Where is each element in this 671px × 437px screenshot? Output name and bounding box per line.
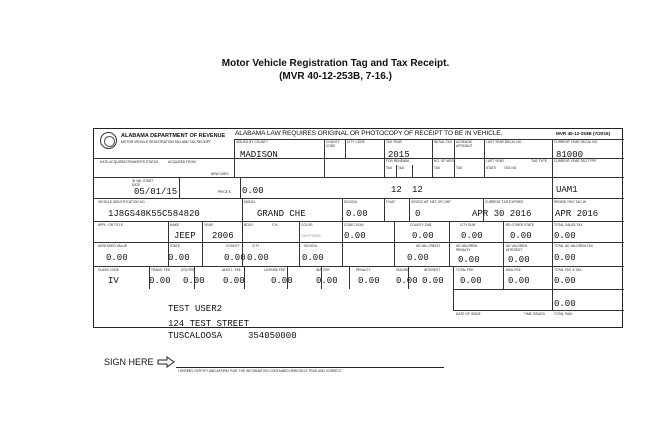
issuing-county-value: MADISON xyxy=(240,150,278,160)
penalty-value: 0.00 xyxy=(358,276,380,286)
gross-wt-value: 0 xyxy=(415,209,421,219)
label-total-sales-tax: TOTAL SALES TAX xyxy=(554,223,583,227)
label-current-year-decal: CURRENT YEAR DECAL NO. xyxy=(554,140,599,144)
label-cyl: CYL xyxy=(272,223,279,227)
label-ins-fee: INS. FEE xyxy=(316,268,330,272)
label-total-ad-val: TOTAL AD VALOREM TAX xyxy=(554,244,594,248)
total-fee-value: 0.00 xyxy=(460,276,482,286)
label-license-fee: LICENSE FEE xyxy=(264,268,286,272)
price-value: 0.00 xyxy=(242,186,264,196)
label-transfer-fee: TRANS. FEE xyxy=(151,268,171,272)
ins-fee-value: 0.00 xyxy=(316,276,338,286)
label-tax-year: TAX YEAR xyxy=(386,140,402,144)
owner-zip: 354050000 xyxy=(248,331,297,341)
label-body: BODY xyxy=(244,223,254,227)
label-assessed-value: ASSESSED VALUE xyxy=(98,244,127,248)
interest-value: 0.00 xyxy=(422,276,444,286)
owner-name: TEST USER2 xyxy=(168,304,223,314)
label-year: YEAR xyxy=(204,223,213,227)
label-tag: TAG xyxy=(398,166,405,170)
label-tax-2: TAX xyxy=(434,166,441,170)
label-tax: TAX xyxy=(386,166,393,170)
vin-value: 1J8GS48K55C584820 xyxy=(108,209,200,219)
label-last-year: LAST YEAR xyxy=(486,159,504,163)
label-ad-val-credit: AD VAL CREDIT xyxy=(416,244,441,248)
model-value: GRAND CHE xyxy=(257,209,306,219)
label-state: STATE xyxy=(486,166,497,170)
city-sub-value: 0.00 xyxy=(461,231,483,241)
state-tax-value: 0.00 xyxy=(168,253,190,263)
color-value: SAPPHIRE xyxy=(301,233,322,238)
label-color: COLOR xyxy=(301,223,313,227)
tag-expires-value: APR 30 2016 xyxy=(472,209,532,219)
label-addl-fee: ADDTL. FEE xyxy=(222,268,241,272)
signature-line[interactable] xyxy=(176,367,444,368)
ad-val-interest-value: 0.00 xyxy=(508,255,530,265)
label-time-issued: TIME ISSUED xyxy=(524,312,545,316)
label-issued-by-county: ISSUED BY COUNTY xyxy=(236,140,269,144)
label-county-code: COUNTY CODE xyxy=(326,140,340,148)
total-fee-tax-value: 0.00 xyxy=(554,276,576,286)
label-renew-tag: RENEW THIS TAG IN xyxy=(554,200,587,204)
label-total-fee-tax: TOTAL FEE & TAX xyxy=(554,268,582,272)
year-value: 2006 xyxy=(212,231,234,241)
mos-tax-value: 12 xyxy=(391,185,402,195)
class-code-value: IV xyxy=(108,276,119,286)
label-city-code: CITY CODE xyxy=(347,140,365,144)
label-school-tax: SCHOOL xyxy=(304,244,318,248)
label-ad-val-interest: AD VALOREM INTEREST xyxy=(506,244,528,252)
renew-tag-value: APR 2016 xyxy=(555,209,599,219)
dept-subtitle: MOTOR VEHICLE REGISTRATION TAG AND TAX RECEIPT xyxy=(121,140,211,144)
tag-type-value: UAM1 xyxy=(556,185,578,195)
label-date-acquired: DATE ACQUIRED/TRANSFER STATUS xyxy=(100,160,159,164)
arrow-right-icon xyxy=(157,356,175,368)
current-decal-value: 81000 xyxy=(556,150,584,160)
transfer-fee-value: 0.00 xyxy=(149,276,171,286)
total-sales-tax-value: 0.00 xyxy=(554,231,576,241)
mos-tag-value: 12 xyxy=(412,185,423,195)
receipt-form xyxy=(93,128,623,328)
label-class-code: CLASS CODE xyxy=(98,268,120,272)
label-ato-fee: ATO FEE xyxy=(181,268,195,272)
rd-other-state-value: 0.00 xyxy=(510,231,532,241)
label-tag-no: TAG NO. xyxy=(504,166,518,170)
label-tag-type: TAG TYPE xyxy=(531,159,547,163)
ad-val-credit-value: 0.00 xyxy=(407,253,429,263)
label-issuing: ISSUING xyxy=(396,268,410,272)
code-ditax-value: 0.00 xyxy=(344,231,366,241)
label-state-tax: STATE xyxy=(170,244,181,248)
label-code-ditax: CODE DITAX xyxy=(344,223,364,227)
label-tag-2: TAG xyxy=(456,166,463,170)
label-make: MAKE xyxy=(170,223,180,227)
label-sign-cert: I HEREBY CERTIFY AND AFFIRM THAT THE INFORMATION CONTAINED HEREON IS TRUE AND CORRECT xyxy=(178,369,342,373)
label-for-renewal: FOR RENEWAL xyxy=(386,159,410,163)
label-rd-other-state: RD OTHER STATE xyxy=(506,223,535,227)
total-ad-val-value: 0.00 xyxy=(554,253,576,263)
label-total-paid: TOTAL PAID xyxy=(554,312,573,316)
label-ad-val-penalty: AD VALOREM PENALTY xyxy=(456,244,478,252)
owner-street: 124 TEST STREET xyxy=(168,319,250,329)
school-tax-value: 0.00 xyxy=(302,253,324,263)
label-city-sub: CITY SUB xyxy=(460,223,476,227)
label-appl-title: APPL. OR TITLE xyxy=(98,223,123,227)
total-paid-upper-value: 0.00 xyxy=(554,299,576,309)
label-no-of-mos: NO. OF MOS. xyxy=(434,159,455,163)
issuing-value: 0.00 xyxy=(396,276,418,286)
label-new-used: NEW USED xyxy=(211,172,229,176)
sign-here-label: SIGN HERE xyxy=(104,357,154,367)
mail-fee-value: 0.00 xyxy=(508,276,530,286)
license-fee-value: 0.00 xyxy=(271,276,293,286)
make-value: JEEP xyxy=(174,231,196,241)
label-acquired-from: ACQUIRED FROM xyxy=(168,160,196,164)
owner-city: TUSCALOOSA xyxy=(168,331,223,341)
label-in-val-start: IN VAL START DATE xyxy=(132,179,154,187)
label-vin: VEHICLE IDENTIFICATION NO. xyxy=(98,200,146,204)
assessed-value-value: 0.00 xyxy=(106,253,128,263)
document-title: Motor Vehicle Registration Tag and Tax Receipt. xyxy=(221,58,450,69)
label-fv-at: FV/AT xyxy=(386,200,396,204)
ad-val-penalty-value: 0.00 xyxy=(458,255,480,265)
label-county-sub: COUNTY SUB xyxy=(410,223,432,227)
in-val-date-value: 05/01/15 xyxy=(134,187,178,197)
label-total-fee: TOTAL FEE xyxy=(456,268,474,272)
label-school: SCHOOL xyxy=(344,200,358,204)
label-mail-fee: MAIL FEE xyxy=(506,268,521,272)
label-current-tag-type: CURRENT YEAR TAG TYPE xyxy=(554,159,597,163)
county-sub-value: 0.00 xyxy=(412,231,434,241)
label-last-year-decal: LAST YEAR DECAL NO. xyxy=(486,140,523,144)
label-price: PRICE $ xyxy=(218,190,231,194)
label-interest: INTEREST xyxy=(424,268,441,272)
label-initial-tax: INITIAL TAX xyxy=(434,140,453,144)
label-city-tax: CITY xyxy=(252,244,260,248)
form-code: MVR 40-12-253B (7/2016) xyxy=(556,131,611,136)
label-model: MODEL xyxy=(244,200,256,204)
tax-year-value: 2015 xyxy=(388,150,410,160)
label-penalty: PENALTY xyxy=(356,268,371,272)
label-gross-wt: GROSS WT. NET OR CWT xyxy=(411,200,451,204)
label-date-of-issue: DATE OF ISSUE xyxy=(456,312,481,316)
addl-fee-value: 0.00 xyxy=(223,276,245,286)
ato-fee-value: 0.00 xyxy=(183,276,205,286)
state-seal-icon xyxy=(100,132,117,149)
legal-notice: ALABAMA LAW REQUIRES ORIGINAL OR PHOTOCOPY OF RECEIPT TO BE IN VEHICLE. xyxy=(235,130,503,137)
form-number: (MVR 40-12-253B, 7-16.) xyxy=(279,71,392,82)
label-current-tag-expires: CURRENT TAG EXPIRES xyxy=(485,200,524,204)
dept-name: ALABAMA DEPARTMENT OF REVENUE xyxy=(121,133,226,139)
label-county-tax: COUNTY xyxy=(226,244,240,248)
school-value: 0.00 xyxy=(346,209,368,219)
label-acreage-affidavit: ACREAGE AFFIDAVIT xyxy=(456,140,473,148)
city-tax-value: 0.00 xyxy=(247,253,269,263)
county-tax-value: 0.00 xyxy=(224,253,246,263)
